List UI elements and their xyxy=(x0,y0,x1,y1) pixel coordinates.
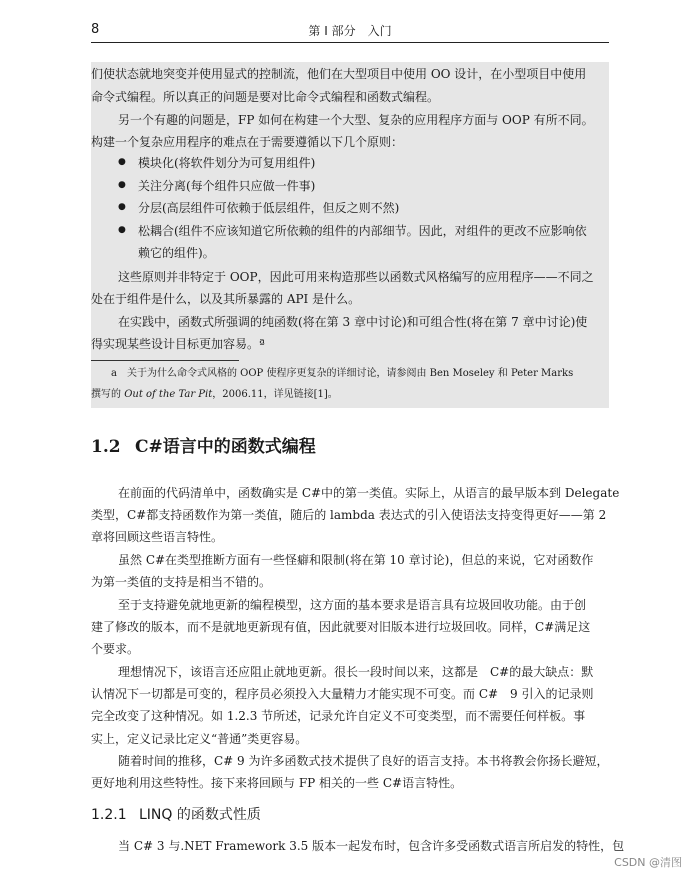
running-title: 第 I 部分 入门 xyxy=(308,24,392,38)
bullet-dot-icon: ● xyxy=(118,157,126,167)
text-line: 另一个有趣的问题是，FP 如何在构建一个大型、复杂的应用程序方面与 OOP 有所不同。 xyxy=(118,113,594,127)
text-line: 认情况下一切都是可变的，程序员必须投入大量精力才能实现不可变。而 C# 9 引入的记录则 xyxy=(91,687,594,701)
text-line: 建了修改的版本，而不是就地更新现有值，因此就要对旧版本进行垃圾回收。同样，C#满足这 xyxy=(91,620,591,634)
subsection-heading: 1.2.1 LINQ 的函数式性质 xyxy=(91,807,261,823)
section-heading: 1.2 C#语言中的函数式编程 xyxy=(91,437,316,457)
text-line: 实上，定义记录比定义“普通”类更容易。 xyxy=(91,732,308,746)
text-line: 虽然 C#在类型推断方面有一些怪癖和限制(将在第 10 章讨论)，但总的来说，它对函数作 xyxy=(118,553,594,567)
footnote-line: a 关于为什么命令式风格的 OOP 使程序更复杂的详细讨论，请参阅由 Ben Moseley 和 Peter Marks xyxy=(111,368,574,379)
text-line: 完全改变了这种情况。如 1.2.3 节所述，记录允许自定义不可变类型，而不需要任何样板。事 xyxy=(91,709,586,723)
bullet-item: 分层(高层组件可依赖于低层组件，但反之则不然) xyxy=(138,201,400,215)
watermark: CSDN @清图 xyxy=(614,856,682,869)
footnote-line: 撰写的 Out of the Tar Pit，2006.11，详见链接[1]。 xyxy=(91,389,338,400)
text-line: 更好地利用这些特性。接下来将回顾与 FP 相关的一些 C#语言特性。 xyxy=(91,776,463,790)
page-number: 8 xyxy=(91,22,100,37)
bullet-item: 模块化(将软件划分为可复用组件) xyxy=(138,156,316,170)
text-line: 在前面的代码清单中，函数确实是 C#中的第一类值。实际上，从语言的最早版本到 Delegate xyxy=(118,486,620,500)
text-line: 章将回顾这些语言特性。 xyxy=(91,530,224,544)
text-line: 至于支持避免就地更新的编程模型，这方面的基本要求是语言具有垃圾回收功能。由于创 xyxy=(118,598,587,612)
text-line: 类型，C#都支持函数作为第一类值，随后的 lambda 表达式的引入使语法支持变得更好——第 2 xyxy=(91,508,607,522)
text-line: 随着时间的推移，C# 9 为许多函数式技术提供了良好的语言支持。本书将教会你扬长避短， xyxy=(118,754,609,768)
text-line: 个要求。 xyxy=(91,642,140,656)
bullet-dot-icon: ● xyxy=(118,180,126,190)
text-line: 理想情况下，该语言还应阻止就地更新。很长一段时间以来，这都是 C#的最大缺点：默 xyxy=(118,665,594,679)
text-line: 得实现某些设计目标更加容易。ª xyxy=(91,337,265,351)
text-line: 这些原则并非特定于 OOP，因此可用来构造那些以函数式风格编写的应用程序——不同之 xyxy=(118,270,594,284)
text-line: 当 C# 3 与.NET Framework 3.5 版本一起发布时，包含许多受函数式语言所启发的特性，包 xyxy=(118,839,625,853)
bullet-item: 关注分离(每个组件只应做一件事) xyxy=(138,179,316,193)
footnote-citation-title: Out of the Tar Pit xyxy=(124,389,213,400)
bullet-dot-icon: ● xyxy=(118,225,126,235)
text-line: 处在于组件是什么，以及其所暴露的 API 是什么。 xyxy=(91,292,361,306)
text-line: 命令式编程。所以真正的问题是要对比命令式编程和函数式编程。 xyxy=(91,90,440,104)
text-line: 构建一个复杂应用程序的难点在于需要遵循以下几个原则： xyxy=(91,135,404,149)
bullet-dot-icon: ● xyxy=(118,202,126,212)
text-line: 为第一类值的支持是相当不错的。 xyxy=(91,575,272,589)
highlighted-excerpt xyxy=(91,62,609,408)
bullet-item: 松耦合(组件不应该知道它所依赖的组件的内部细节。因此，对组件的更改不应影响依 xyxy=(138,224,587,238)
page-header xyxy=(91,22,609,43)
text-line: 们使状态就地突变并使用显式的控制流，他们在大型项目中使用 OO 设计，在小型项目中使用 xyxy=(91,67,587,81)
footnote-divider xyxy=(91,360,239,361)
bullet-item-continued: 赖它的组件)。 xyxy=(138,246,215,260)
text-line: 在实践中，函数式所强调的纯函数(将在第 3 章中讨论)和可组合性(将在第 7 章中讨论)使 xyxy=(118,315,588,329)
